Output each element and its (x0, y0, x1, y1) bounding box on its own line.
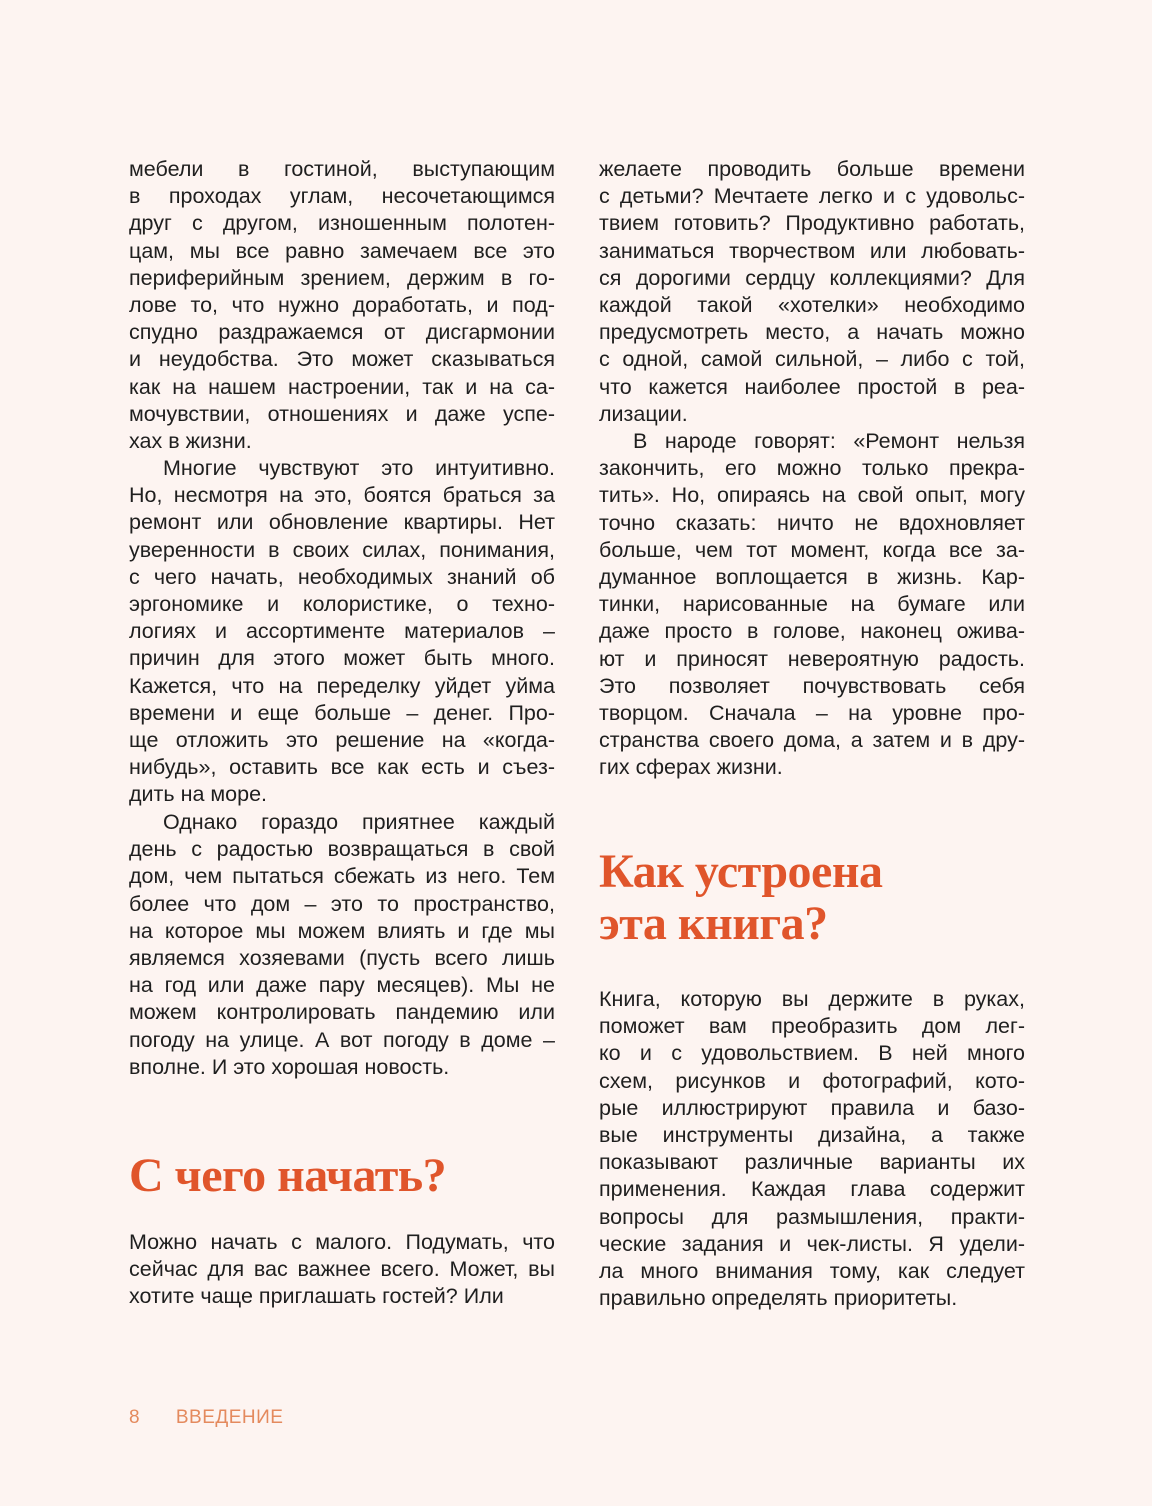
text-line: цам, мы все равно замечаем все это (129, 238, 555, 263)
text-line: с детьми? Мечтаете легко и с удовольс- (599, 184, 1025, 209)
paragraph (129, 156, 555, 455)
paragraph (599, 986, 1025, 1312)
text-line: вые инструменты дизайна, а также (599, 1122, 1025, 1147)
text-line: лизации. (599, 401, 688, 426)
text-line: Можно начать с малого. Подумать, что (129, 1230, 555, 1254)
text-line: рые иллюстрируют правила и базо- (599, 1095, 1025, 1120)
text-line: друг с другом, изношенным полотен- (129, 211, 555, 236)
text-line: желаете проводить больше времени (599, 157, 1025, 181)
text-line: Однако гораздо приятнее каждый (163, 810, 555, 834)
text-line: ще отложить это решение на «когда- (129, 727, 555, 752)
text-line: логиях и ассортименте материалов – (129, 619, 555, 644)
text-line: времени и еще больше – денег. Про- (129, 700, 555, 725)
text-line: что кажется наиболее простой в реа- (599, 374, 1025, 399)
text-line: тинки, нарисованные на бумаге или (599, 592, 1025, 617)
text-line: закончить, его можно только прекра- (599, 456, 1025, 481)
text-line: точно сказать: ничто не вдохновляет (599, 510, 1025, 535)
text-line: показывают различные варианты их (599, 1150, 1025, 1175)
text-line: эргономике и колористике, о техно- (129, 591, 555, 616)
section-heading: С чего начать? (129, 1149, 447, 1202)
text-line: погоду на улице. А вот погоду в доме – (129, 1027, 555, 1052)
text-line: с одной, самой сильной, – либо с той, (599, 347, 1025, 372)
text-line: Но, несмотря на это, боятся браться за (129, 483, 555, 508)
text-line: день с радостью возвращаться в свой (129, 837, 555, 862)
heading-line: Как устроена (599, 845, 883, 898)
text-line: на которое мы можем влиять и где мы (129, 918, 555, 943)
text-line: Книга, которую вы держите в руках, (599, 987, 1025, 1011)
text-line: правильно определять приоритеты. (599, 1286, 958, 1311)
text-line: ся дорогими сердцу коллекциями? Для (599, 265, 1025, 290)
text-line: мочувствии, отношениях и даже успе- (129, 401, 555, 426)
text-line: периферийным зрением, держим в го- (129, 265, 555, 290)
page-footer (129, 1407, 283, 1429)
text-line: мебели в гостиной, выступающим (129, 157, 555, 181)
text-line: ла много внимания тому, как следует (599, 1258, 1025, 1283)
text-line: уверенности в своих силах, понимания, (129, 537, 555, 562)
text-line: творцом. Сначала – на уровне про- (599, 700, 1025, 725)
text-line: дить на море. (129, 782, 268, 807)
text-line: Это позволяет почувствовать себя (599, 673, 1025, 698)
text-line: хах в жизни. (129, 428, 252, 453)
text-line: и неудобства. Это может сказываться (129, 347, 555, 372)
paragraph (129, 455, 555, 808)
text-line: гих сферах жизни. (599, 755, 783, 780)
text-line: более что дом – это то пространство, (129, 891, 555, 916)
text-line: спудно раздражаемся от дисгармонии (129, 320, 555, 345)
text-line: нибудь», оставить все как есть и съез- (129, 755, 555, 780)
text-line: даже просто в голове, наконец ожива- (599, 619, 1025, 644)
section-name: ВВЕДЕНИЕ (175, 1407, 284, 1428)
text-line: Многие чувствуют это интуитивно. (163, 456, 555, 480)
page-number: 8 (129, 1407, 141, 1428)
text-line: ремонт или обновление квартиры. Нет (129, 510, 555, 535)
text-line: как на нашем настроении, так и на са- (129, 374, 555, 399)
text-line: вполне. И это хорошая новость. (129, 1054, 450, 1079)
text-line: причин для этого может быть много. (129, 646, 555, 671)
text-line: можем контролировать пандемию или (129, 1000, 555, 1025)
text-line: поможет вам преобразить дом лег- (599, 1014, 1025, 1039)
text-line: твием готовить? Продуктивно работать, (599, 211, 1025, 236)
paragraph (129, 1229, 555, 1311)
text-line: ют и приносят невероятную радость. (599, 646, 1025, 671)
heading-line: эта книга? (599, 897, 828, 950)
paragraph (599, 156, 1025, 428)
text-line: дом, чем пытаться сбежать из него. Тем (129, 864, 555, 889)
text-line: тить». Но, опираясь на свой опыт, могу (599, 483, 1025, 508)
text-line: больше, чем тот момент, когда все за- (599, 537, 1025, 562)
text-line: думанное воплощается в жизнь. Кар- (599, 564, 1025, 589)
text-line: с чего начать, необходимых знаний об (129, 564, 555, 589)
text-line: лове то, что нужно доработать, и под- (129, 292, 555, 317)
text-line: В народе говорят: «Ремонт нельзя (633, 429, 1025, 453)
text-line: заниматься творчеством или любовать- (599, 238, 1025, 263)
text-line: предусмотреть место, а начать можно (599, 320, 1025, 345)
text-line: каждой такой «хотелки» необходимо (599, 292, 1025, 317)
text-line: применения. Каждая глава содержит (599, 1177, 1025, 1202)
paragraph (599, 428, 1025, 781)
text-line: являемся хозяевами (пусть всего лишь (129, 945, 555, 970)
text-line: вопросы для размышления, практи- (599, 1204, 1025, 1229)
text-line: странства своего дома, а затем и в дру- (599, 728, 1025, 753)
text-line: ко и с удовольствием. В ней много (599, 1041, 1025, 1066)
text-line: схем, рисунков и фотографий, кото- (599, 1068, 1025, 1093)
text-line: на год или даже пару месяцев). Мы не (129, 973, 555, 998)
text-line: сейчас для вас важнее всего. Может, вы (129, 1257, 555, 1282)
text-line: в проходах углам, несочетающимся (129, 184, 555, 209)
section-heading (599, 846, 882, 950)
paragraph (129, 809, 555, 1081)
text-line: Кажется, что на переделку уйдет уйма (129, 673, 555, 698)
text-line: хотите чаще приглашать гостей? Или (129, 1284, 504, 1309)
text-line: ческие задания и чек-листы. Я удели- (599, 1231, 1025, 1256)
